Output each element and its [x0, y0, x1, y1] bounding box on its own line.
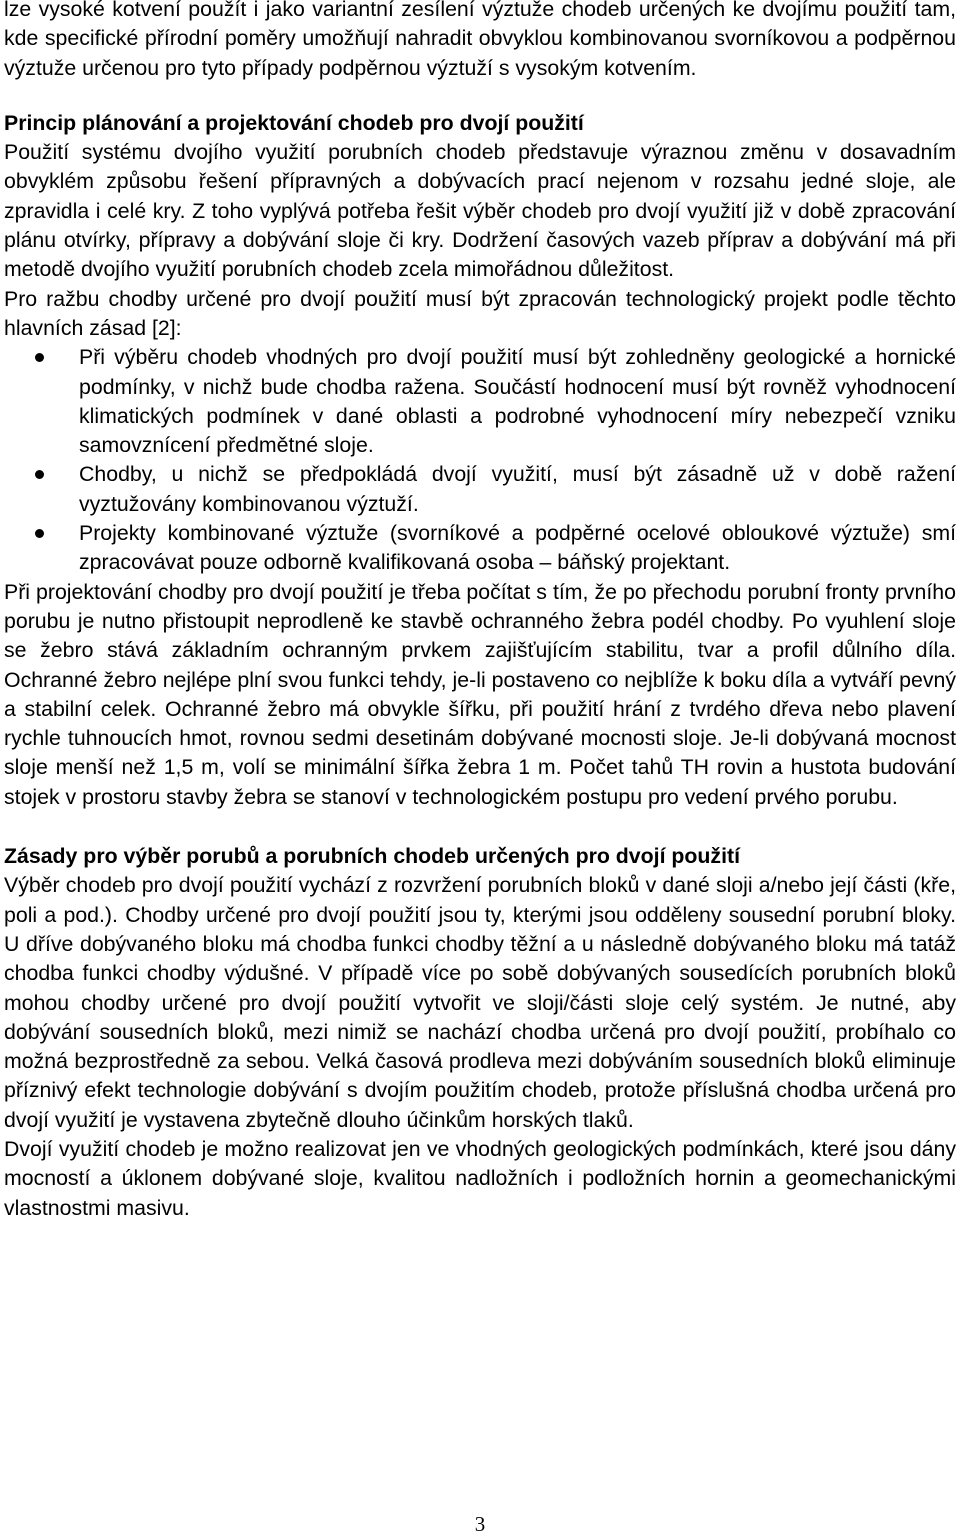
- intro-paragraph: lze vysoké kotvení použít i jako variantní zesílení výztuže chodeb určených ke dvojímu použití tam, kde specifické přírodní poměry umožňují nahradit obvyklou kombinovanou svorníkovou a podpěrnou výztuže určenou pro tyto případy podpěrnou výztuží s vysokým kotvením.: [4, 0, 956, 80]
- bullet-icon: [35, 529, 44, 538]
- list-item-text: Projekty kombinované výztuže (svorníkové a podpěrné ocelové obloukové výztuže) smí zpracovávat pouze odborně kvalifikovaná osoba – báňský projektant.: [79, 521, 956, 575]
- document-page: [4, 0, 956, 1223]
- bullet-icon: [35, 353, 44, 362]
- paragraph-project-principles: Pro ražbu chodby určené pro dvojí použití musí být zpracován technologický projekt podle těchto hlavních zásad [2]:: [4, 286, 956, 340]
- list-item-text: Při výběru chodeb vhodných pro dvojí použití musí být zohledněny geologické a hornické podmínky, v nichž bude chodba ražena. Součástí hodnocení musí být rovněž vyhodnocení klimatických podmínek v dané oblasti a podrobné vyhodnocení míry nebezpečí vzniku samovznícení předmětné sloje.: [79, 345, 956, 458]
- paragraph-selection: Výběr chodeb pro dvojí použití vychází z rozvržení porubních bloků v dané sloji a/nebo její části (kře, poli a pod.). Chodby určené pro dvojí použití jsou ty, kterými jsou odděleny sousední porubní bloky. U dříve dobývaného bloku má chodba funkci chodby těžní a u následně dobývaného bloku má tatáž chodba funkci chodby výdušné. V případě více po sobě dobývaných sousedících porubních bloků mohou chodby určené pro dvojí použití vytvořit ve sloji/části sloje celý systém. Je nutné, aby dobývání sousedních bloků, mezi nimiž se nachází chodba určená pro dvojí použití, probíhalo co možná bezprostředně za sebou. Velká časová prodleva mezi dobýváním sousedních bloků eliminuje příznivý efekt technologie dobývání s dvojím použitím chodeb, protože příslušná chodba určená pro dvojí využití je vystavena zbytečně dlouho účinkům horských tlaků.: [4, 873, 956, 1132]
- section-heading-planning: Princip plánování a projektování chodeb pro dvojí použití: [4, 110, 584, 135]
- section-heading-selection: Zásady pro výběr porubů a porubních chodeb určených pro dvojí použití: [4, 844, 741, 869]
- page-number: 3: [474, 1512, 486, 1536]
- principles-list: [4, 343, 956, 577]
- bullet-icon: [35, 470, 44, 479]
- paragraph-protective-rib: Při projektování chodby pro dvojí použití je třeba počítat s tím, že po přechodu porubní fronty prvního porubu je nutno přistoupit neprodleně ke stavbě ochranného žebra podél chodby. Po vyuhlení sloje se žebro stává základním ochranným prvkem zajišťujícím stabilitu, tvar a profil důlního díla. Ochranné žebro nejlépe plní svou funkci tehdy, je-li postaveno co nejblíže k boku díla a vytváří pevný a stabilní celek. Ochranné žebro má obvykle šířku, při použití hrání z tvrdého dřeva nebo plavení rychle tuhnoucích hmot, rovnou sedmi desetinám dobývané mocnosti sloje. Je-li dobývaná mocnost sloje menší než 1,5 m, volí se minimální šířka žebra 1 m. Počet tahů TH rovin a hustota budování stojek v prostoru stavby žebra se stanoví v technologickém postupu pro vedení prvého porubu.: [4, 579, 956, 809]
- list-item: [4, 460, 956, 519]
- paragraph-system-use: Použití systému dvojího využití porubních chodeb představuje výraznou změnu v dosavadním obvyklém způsobu řešení přípravných a dobývacích prací nejenom v rozsahu jedné sloje, ale zpravidla i celé kry. Z toho vyplývá potřeba řešit výběr chodeb pro dvojí využití již v době zpracování plánu otvírky, přípravy a dobývání sloje či kry. Dodržení časových vazeb příprav a dobývání má při metodě dvojího využití porubních chodeb zcela mimořádnou důležitost.: [4, 140, 956, 282]
- list-item: [4, 343, 956, 460]
- paragraph-geology: Dvojí využití chodeb je možno realizovat jen ve vhodných geologických podmínkách, které jsou dány mocností a úklonem dobývané sloje, kvalitou nadložních i podložních hornin a geomechanickými vlastnostmi masivu.: [4, 1136, 956, 1220]
- list-item-text: Chodby, u nichž se předpokládá dvojí využití, musí být zásadně už v době ražení vyztužovány kombinovanou výztuží.: [79, 462, 956, 516]
- list-item: [4, 519, 956, 578]
